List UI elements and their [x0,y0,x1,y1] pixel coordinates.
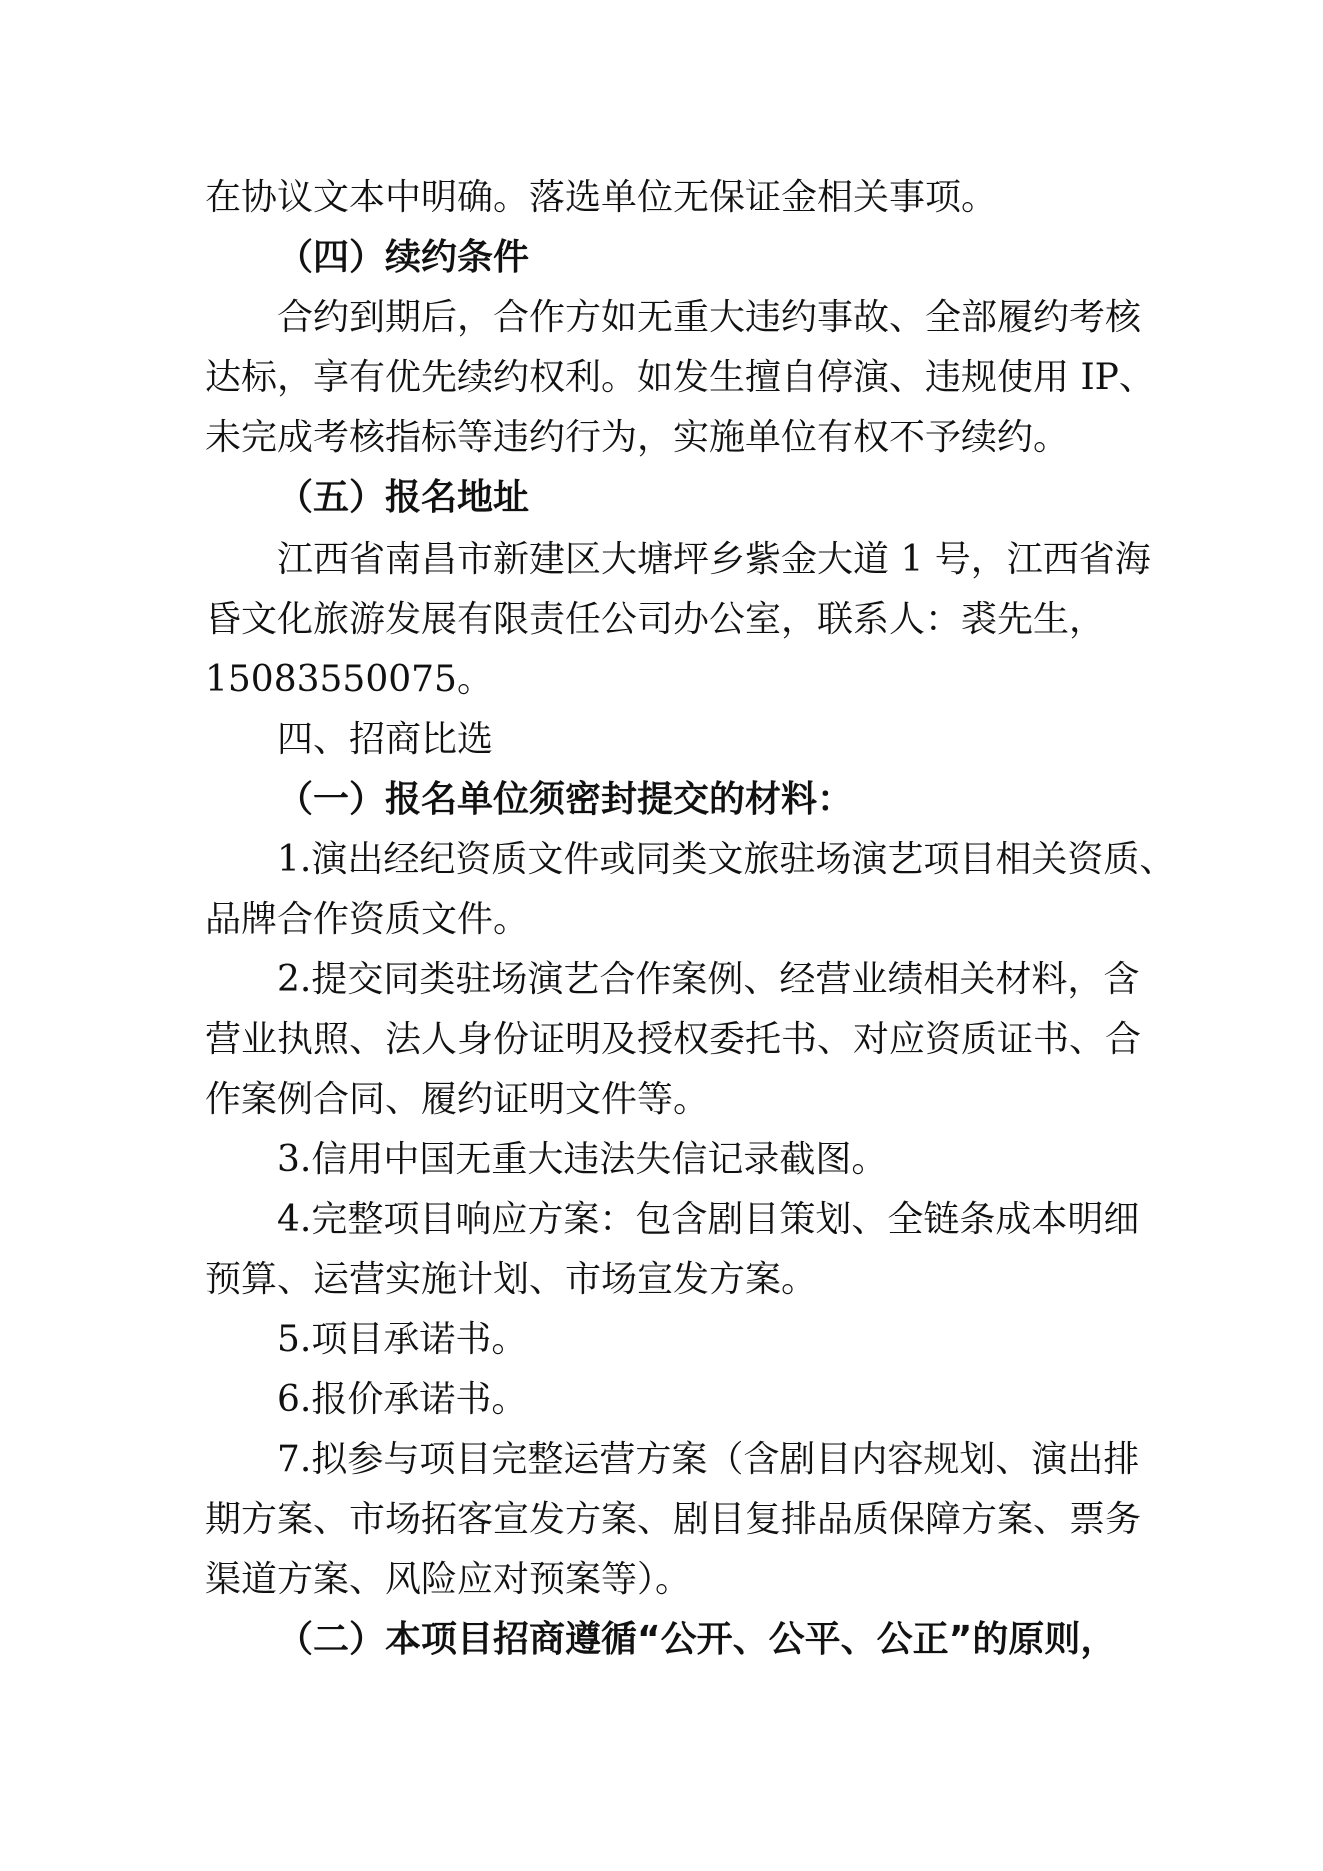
body-line: 预算、运营实施计划、市场宣发方案。 [205,1259,818,1300]
body-line: 达标，享有优先续约权利。如发生擅自停演、违规使用 IP、 [205,357,1155,398]
list-item: 6.报价承诺书。 [277,1379,528,1420]
list-item: 5.项目承诺书。 [277,1319,528,1360]
list-item: 7.拟参与项目完整运营方案（含剧目内容规划、演出排 [277,1439,1140,1480]
subheading-registration-address: （五）报名地址 [277,477,530,518]
list-item: 3.信用中国无重大违法失信记录截图。 [277,1139,888,1180]
contact-phone: 15083550075。 [205,659,493,700]
body-line: 合约到期后，合作方如无重大违约事故、全部履约考核 [277,297,1142,338]
list-item: 4.完整项目响应方案：包含剧目策划、全链条成本明细 [277,1199,1140,1240]
body-line: 昏文化旅游发展有限责任公司办公室，联系人：裘先生， [205,599,1106,640]
list-item: 2.提交同类驻场演艺合作案例、经营业绩相关材料，含 [277,959,1140,1000]
body-line: 江西省南昌市新建区大塘坪乡紫金大道 1 号，江西省海 [277,539,1151,580]
body-line: 未完成考核指标等违约行为，实施单位有权不予续约。 [205,417,1070,458]
list-item: 1.演出经纪资质文件或同类文旅驻场演艺项目相关资质、 [277,839,1176,880]
subheading-sealed-materials: （一）报名单位须密封提交的材料： [277,779,854,820]
body-line: 营业执照、法人身份证明及授权委托书、对应资质证书、合 [205,1019,1142,1060]
body-line: 在协议文本中明确。落选单位无保证金相关事项。 [205,177,998,218]
body-line: 渠道方案、风险应对预案等）。 [205,1559,692,1600]
body-line: 期方案、市场拓客宣发方案、剧目复排品质保障方案、票务 [205,1499,1142,1540]
section-heading-investment-selection: 四、招商比选 [277,719,494,760]
subheading-renewal-conditions: （四）续约条件 [277,237,530,278]
subheading-principles: （二）本项目招商遵循“公开、公平、公正”的原则， [277,1619,1117,1660]
body-line: 品牌合作资质文件。 [205,899,530,940]
body-line: 作案例合同、履约证明文件等。 [205,1079,710,1120]
